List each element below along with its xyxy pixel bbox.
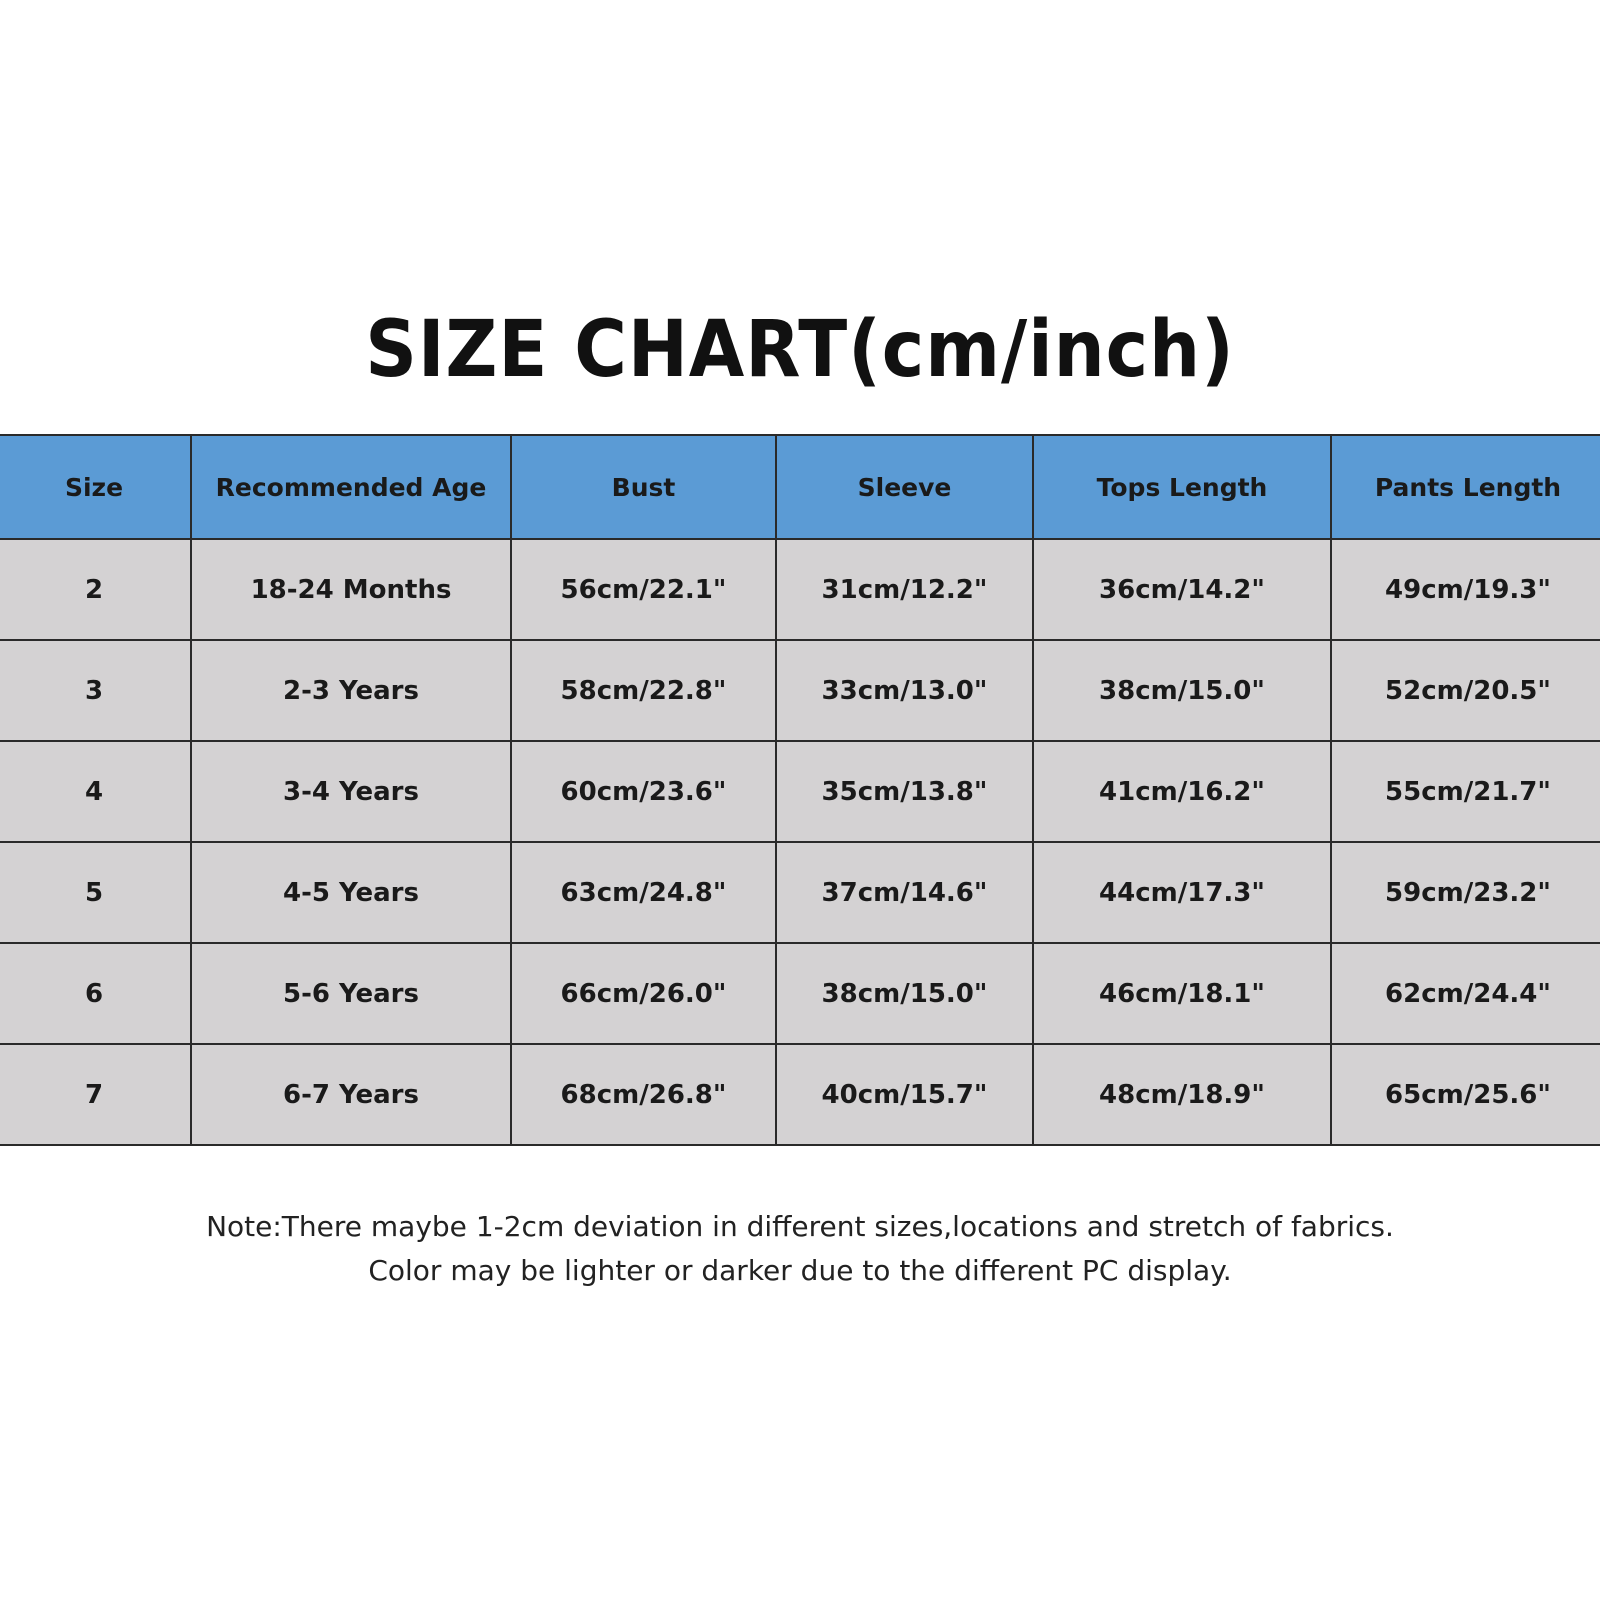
cell-recommended-age: 5-6 Years: [191, 943, 511, 1044]
table-row: [0, 539, 1600, 640]
cell-sleeve: 31cm/12.2": [776, 539, 1033, 640]
cell-sleeve: 35cm/13.8": [776, 741, 1033, 842]
cell-size: 4: [0, 741, 191, 842]
cell-size: 7: [0, 1044, 191, 1145]
cell-bust: 63cm/24.8": [511, 842, 776, 943]
table-row: [0, 943, 1600, 1044]
cell-tops-length: 41cm/16.2": [1033, 741, 1331, 842]
cell-tops-length: 44cm/17.3": [1033, 842, 1331, 943]
note-line-color: Color may be lighter or darker due to the different PC display.: [368, 1254, 1232, 1287]
cell-recommended-age: 6-7 Years: [191, 1044, 511, 1145]
cell-bust: 68cm/26.8": [511, 1044, 776, 1145]
column-header-recommended-age: Recommended Age: [191, 435, 511, 539]
cell-bust: 58cm/22.8": [511, 640, 776, 741]
cell-bust: 66cm/26.0": [511, 943, 776, 1044]
column-header-sleeve: Sleeve: [776, 435, 1033, 539]
column-header-pants-length: Pants Length: [1331, 435, 1600, 539]
cell-sleeve: 38cm/15.0": [776, 943, 1033, 1044]
cell-pants-length: 65cm/25.6": [1331, 1044, 1600, 1145]
cell-bust: 56cm/22.1": [511, 539, 776, 640]
cell-size: 2: [0, 539, 191, 640]
size-chart-table: [0, 434, 1600, 1146]
table-header-row: [0, 435, 1600, 539]
cell-tops-length: 36cm/14.2": [1033, 539, 1331, 640]
size-note: [0, 1205, 1600, 1293]
cell-recommended-age: 2-3 Years: [191, 640, 511, 741]
cell-size: 3: [0, 640, 191, 741]
cell-pants-length: 59cm/23.2": [1331, 842, 1600, 943]
cell-size: 6: [0, 943, 191, 1044]
cell-recommended-age: 3-4 Years: [191, 741, 511, 842]
cell-sleeve: 33cm/13.0": [776, 640, 1033, 741]
table-row: [0, 640, 1600, 741]
cell-pants-length: 62cm/24.4": [1331, 943, 1600, 1044]
table-row: [0, 741, 1600, 842]
cell-size: 5: [0, 842, 191, 943]
cell-bust: 60cm/23.6": [511, 741, 776, 842]
cell-tops-length: 38cm/15.0": [1033, 640, 1331, 741]
cell-sleeve: 37cm/14.6": [776, 842, 1033, 943]
table-row: [0, 842, 1600, 943]
cell-tops-length: 46cm/18.1": [1033, 943, 1331, 1044]
cell-recommended-age: 18-24 Months: [191, 539, 511, 640]
column-header-size: Size: [0, 435, 191, 539]
cell-tops-length: 48cm/18.9": [1033, 1044, 1331, 1145]
column-header-tops-length: Tops Length: [1033, 435, 1331, 539]
page-title: SIZE CHART(cm/inch): [365, 305, 1235, 395]
cell-sleeve: 40cm/15.7": [776, 1044, 1033, 1145]
cell-pants-length: 55cm/21.7": [1331, 741, 1600, 842]
cell-pants-length: 52cm/20.5": [1331, 640, 1600, 741]
note-line-deviation: Note:There maybe 1-2cm deviation in different sizes,locations and stretch of fabrics.: [206, 1210, 1394, 1243]
table-row: [0, 1044, 1600, 1145]
cell-pants-length: 49cm/19.3": [1331, 539, 1600, 640]
column-header-bust: Bust: [511, 435, 776, 539]
cell-recommended-age: 4-5 Years: [191, 842, 511, 943]
